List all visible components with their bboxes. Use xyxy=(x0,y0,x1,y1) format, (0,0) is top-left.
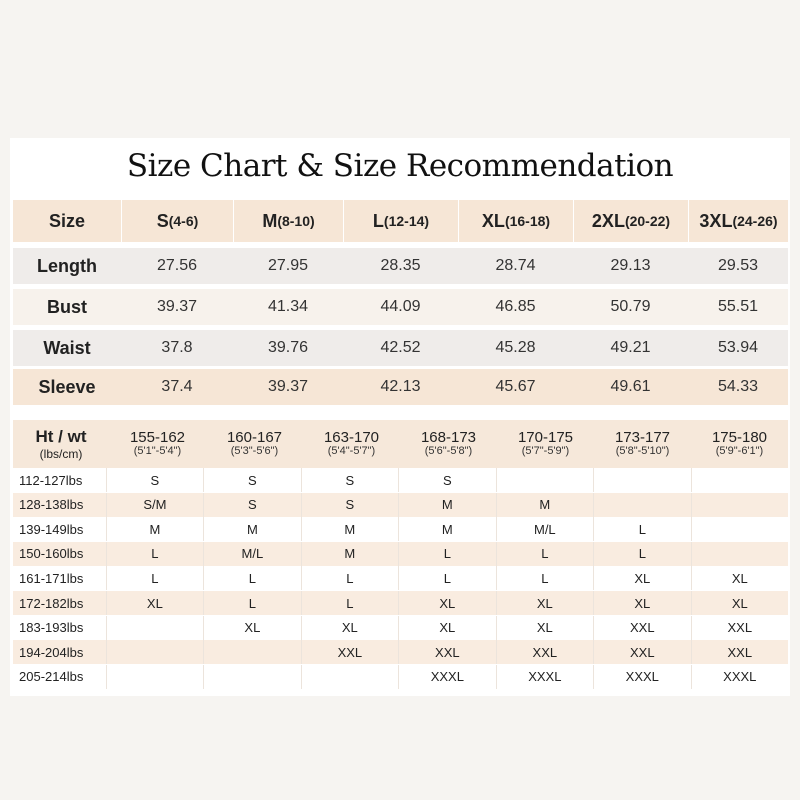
recommended-size xyxy=(593,493,690,517)
size-name: 3XL xyxy=(699,210,733,231)
recommended-size: M/L xyxy=(203,542,300,566)
recommended-size: XL xyxy=(496,591,593,615)
recommended-size: XXXL xyxy=(593,665,690,689)
height-ft: (5'7"-5'9") xyxy=(521,445,570,457)
size-header-xl xyxy=(458,200,573,242)
recommended-size: XL xyxy=(203,616,300,640)
measure-value: 28.35 xyxy=(380,257,421,274)
recommended-size: XXL xyxy=(691,640,788,664)
measure-row-sleeve xyxy=(13,369,788,405)
height-cm: 168-173 xyxy=(420,429,477,446)
height-column-header xyxy=(594,420,691,468)
height-cm: 170-175 xyxy=(517,429,574,446)
recommended-size xyxy=(301,665,398,689)
recommended-size: XL xyxy=(398,616,495,640)
recommended-size: L xyxy=(106,542,203,566)
measure-value: 50.79 xyxy=(610,298,651,315)
recommended-size: XXXL xyxy=(398,665,495,689)
size-name: XL xyxy=(481,210,505,231)
recommended-size: XL xyxy=(106,591,203,615)
height-ft: (5'3"-5'6") xyxy=(230,445,279,457)
recommended-size: S xyxy=(203,468,300,492)
size-name: 2XL xyxy=(591,210,625,231)
size-name: M xyxy=(262,210,278,231)
height-ft: (5'8"-5'10") xyxy=(615,445,670,457)
corner-title: Ht / wt xyxy=(35,427,87,446)
recommended-size xyxy=(691,542,788,566)
weight-range: 150-160lbs xyxy=(19,546,84,562)
weight-range: 183-193lbs xyxy=(19,620,84,636)
recommended-size xyxy=(106,616,203,640)
height-cm: 163-170 xyxy=(323,429,380,446)
recommended-size: XL xyxy=(593,566,690,590)
measure-header-label: Size xyxy=(48,210,86,231)
size-header-3xl xyxy=(688,200,788,242)
recommended-size: XL xyxy=(691,591,788,615)
size-header-s xyxy=(121,200,233,242)
weight-range: 112-127lbs xyxy=(19,472,83,488)
height-cm: 155-162 xyxy=(129,429,186,446)
recommended-size: M xyxy=(398,493,495,517)
recommend-row xyxy=(13,493,788,518)
recommend-header-row xyxy=(13,420,788,468)
size-range: (20-22) xyxy=(624,213,671,229)
measure-row-bust xyxy=(13,289,788,325)
size-header-l xyxy=(343,200,458,242)
measure-label: Sleeve xyxy=(38,376,96,397)
recommended-size: S xyxy=(203,493,300,517)
measure-label: Length xyxy=(37,255,97,276)
recommended-size: L xyxy=(593,517,690,541)
measure-value: 29.53 xyxy=(717,257,759,274)
height-column-header xyxy=(400,420,497,468)
measure-value: 29.13 xyxy=(610,257,651,274)
height-column-header xyxy=(206,420,303,468)
recommended-size: M/L xyxy=(496,517,593,541)
corner-units: (lbs/cm) xyxy=(39,447,83,461)
measure-value: 53.94 xyxy=(717,339,759,356)
recommended-size: L xyxy=(398,566,495,590)
size-range: (16-18) xyxy=(504,213,551,229)
recommended-size: L xyxy=(496,566,593,590)
recommended-size: L xyxy=(301,591,398,615)
page-title: Size Chart & Size Recommendation xyxy=(126,148,674,184)
weight-range: 194-204lbs xyxy=(19,644,84,660)
height-cm: 173-177 xyxy=(614,429,671,446)
size-range: (8-10) xyxy=(277,213,315,229)
size-range: (24-26) xyxy=(732,213,778,229)
measure-value: 49.61 xyxy=(610,378,651,395)
measure-header-row xyxy=(13,200,788,242)
recommended-size: M xyxy=(398,517,495,541)
recommended-size: S xyxy=(106,468,203,492)
size-header-m xyxy=(233,200,343,242)
recommended-size: L xyxy=(301,566,398,590)
height-column-header xyxy=(303,420,400,468)
recommend-row xyxy=(13,566,788,591)
size-name: S xyxy=(156,210,169,231)
weight-range: 161-171lbs xyxy=(19,570,84,586)
recommended-size: M xyxy=(301,517,398,541)
measure-value: 28.74 xyxy=(495,257,536,274)
weight-range: 139-149lbs xyxy=(19,521,84,537)
recommended-size: S xyxy=(301,468,398,492)
recommended-size xyxy=(106,640,203,664)
recommended-size: M xyxy=(301,542,398,566)
measure-value: 37.4 xyxy=(161,378,193,395)
recommended-size: XXL xyxy=(398,640,495,664)
recommended-size: XL xyxy=(398,591,495,615)
measure-value: 27.95 xyxy=(267,257,309,274)
height-ft: (5'1"-5'4") xyxy=(133,445,182,457)
height-cm: 160-167 xyxy=(226,429,283,446)
height-cm: 175-180 xyxy=(711,429,768,446)
recommended-size xyxy=(691,468,788,492)
weight-range: 128-138lbs xyxy=(19,497,84,513)
recommended-size: XL xyxy=(301,616,398,640)
measure-value: 39.37 xyxy=(156,298,198,315)
measure-value: 42.52 xyxy=(380,339,421,356)
recommended-size: L xyxy=(496,542,593,566)
recommended-size: L xyxy=(203,591,300,615)
measure-value: 27.56 xyxy=(156,257,198,274)
size-range: (12-14) xyxy=(383,213,430,229)
measure-row-waist xyxy=(13,330,788,366)
recommend-row xyxy=(13,591,788,616)
recommended-size: S/M xyxy=(106,493,203,517)
measure-value: 39.76 xyxy=(267,339,309,356)
recommend-row xyxy=(13,542,788,567)
recommended-size: XL xyxy=(593,591,690,615)
height-column-header xyxy=(691,420,788,468)
recommended-size: L xyxy=(593,542,690,566)
recommended-size: XXXL xyxy=(691,665,788,689)
recommended-size: XXL xyxy=(593,616,690,640)
recommend-row xyxy=(13,517,788,542)
recommended-size xyxy=(593,468,690,492)
recommended-size: XXL xyxy=(496,640,593,664)
recommended-size xyxy=(496,468,593,492)
recommended-size xyxy=(203,665,300,689)
measure-value: 54.33 xyxy=(717,378,759,395)
measure-value: 41.34 xyxy=(267,298,309,315)
recommended-size: S xyxy=(398,468,495,492)
weight-range: 205-214lbs xyxy=(19,669,84,685)
measure-value: 49.21 xyxy=(610,339,651,356)
recommended-size: XXXL xyxy=(496,665,593,689)
recommended-size: M xyxy=(496,493,593,517)
height-column-header xyxy=(497,420,594,468)
recommended-size: XXL xyxy=(301,640,398,664)
height-ft: (5'9"-6'1") xyxy=(715,445,764,457)
measure-value: 46.85 xyxy=(495,298,536,315)
height-column-header xyxy=(109,420,206,468)
recommended-size xyxy=(691,517,788,541)
recommend-row xyxy=(13,616,788,641)
size-name: L xyxy=(372,210,384,231)
recommended-size: L xyxy=(398,542,495,566)
measure-value: 39.37 xyxy=(267,378,309,395)
height-ft: (5'4"-5'7") xyxy=(327,445,376,457)
recommend-row xyxy=(13,665,788,690)
recommended-size: S xyxy=(301,493,398,517)
recommended-size: M xyxy=(106,517,203,541)
measure-value: 37.8 xyxy=(161,339,193,356)
measure-value: 55.51 xyxy=(717,298,759,315)
measure-value: 44.09 xyxy=(380,298,421,315)
size-range: (4-6) xyxy=(168,213,199,229)
recommended-size: XL xyxy=(691,566,788,590)
measure-value: 42.13 xyxy=(380,378,421,395)
recommended-size: M xyxy=(203,517,300,541)
measure-row-length xyxy=(13,248,788,284)
recommended-size: L xyxy=(203,566,300,590)
recommended-size xyxy=(106,665,203,689)
recommended-size xyxy=(691,493,788,517)
measure-value: 45.67 xyxy=(495,378,536,395)
size-header-2xl xyxy=(573,200,688,242)
recommended-size: L xyxy=(106,566,203,590)
measure-label: Waist xyxy=(43,337,91,358)
weight-range: 172-182lbs xyxy=(19,595,84,611)
recommended-size xyxy=(203,640,300,664)
recommend-row xyxy=(13,640,788,665)
recommended-size: XXL xyxy=(691,616,788,640)
recommended-size: XL xyxy=(496,616,593,640)
height-ft: (5'6"-5'8") xyxy=(424,445,473,457)
recommended-size: XXL xyxy=(593,640,690,664)
measure-value: 45.28 xyxy=(495,339,536,356)
height-weight-corner xyxy=(13,420,109,468)
recommend-row xyxy=(13,468,788,493)
measure-label: Bust xyxy=(47,296,87,317)
